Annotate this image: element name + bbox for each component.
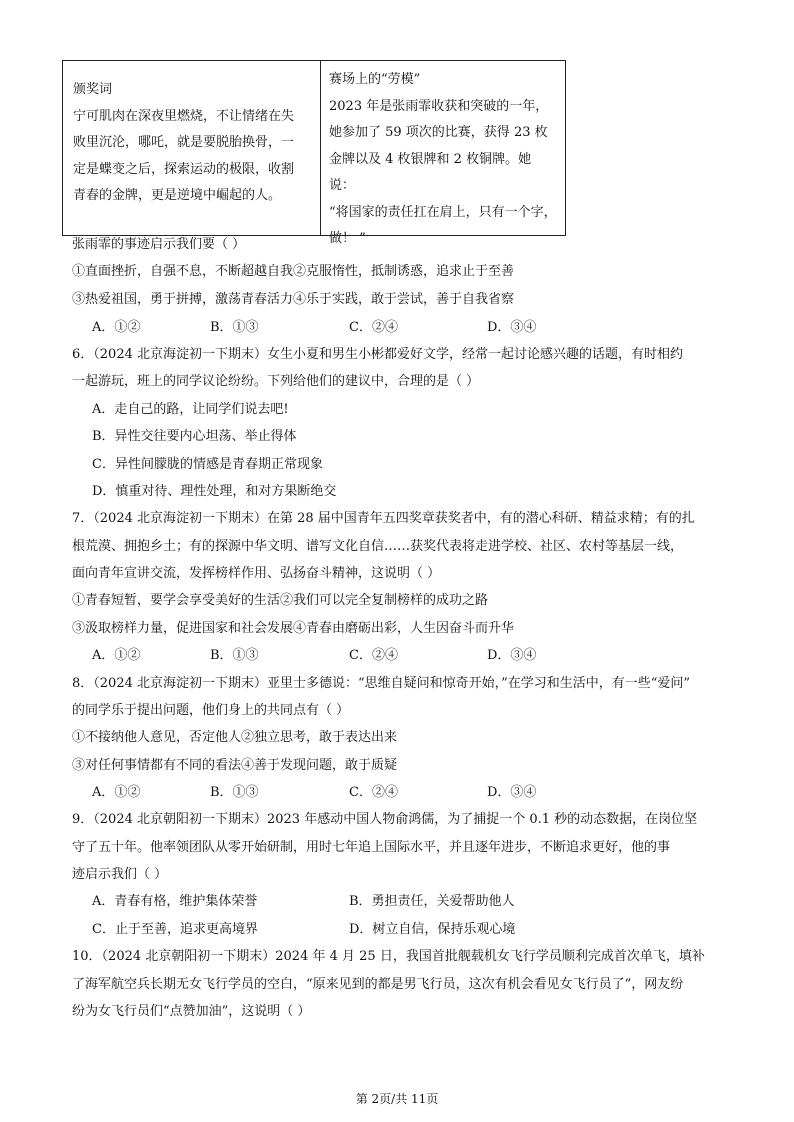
- q7-option-d[interactable]: D．③④: [487, 648, 537, 663]
- award-citation-line: 青春的金牌，更是逆境中崛起的人。: [73, 188, 282, 203]
- q9-option-b[interactable]: B．勇担责任，关爱帮助他人: [349, 894, 515, 909]
- q8-stem-line: 的同学乐于提出问题，他们身上的共同点有（ ）: [72, 703, 350, 718]
- q8-stem-line: 8．（2024 北京海淀初一下期末）亚里士多德说：“思维自疑问和惊奇开始，”在学习和生活中，有一些“爱问”: [72, 676, 691, 691]
- award-citation-line: 败里沉沦，哪吒，就是要脱胎换骨，一: [73, 135, 295, 150]
- q9-stem-line: 9．（2024 北京朝阳初一下期末）2023 年感动中国人物俞鸿儒，为了捕捉一个 0.1 秒的动态数据，在岗位坚: [72, 812, 698, 827]
- q8-option-a[interactable]: A．①②: [92, 785, 141, 800]
- q9-option-d[interactable]: D．树立自信，保持乐观心境: [349, 922, 516, 937]
- q5-option-d[interactable]: D．③④: [487, 320, 537, 335]
- model-worker-line: 2023 年是张雨霏收获和突破的一年，: [329, 98, 549, 114]
- model-worker-title: 赛场上的“劳模”: [329, 72, 421, 87]
- q6-stem-line: 一起游玩，班上的同学议论纷纷。下列给他们的建议中，合理的是（ ）: [72, 374, 480, 389]
- page-footer: 第 2页/共 11页: [355, 1092, 439, 1106]
- q5-option-b[interactable]: B．①③: [210, 320, 259, 335]
- q6-option-c[interactable]: C．异性间朦胧的情感是青春期正常现象: [92, 457, 323, 472]
- q8-item-line: ①不接纳他人意见，否定他人②独立思考，敢于表达出来: [72, 730, 398, 745]
- q6-option-a[interactable]: A．走自己的路，让同学们说去吧!: [92, 402, 289, 417]
- q7-option-c[interactable]: C．②④: [349, 648, 398, 663]
- model-worker-line: “将国家的责任扛在肩上，只有一个字，: [329, 204, 557, 220]
- q5-item-line: ③热爱祖国，勇于拼搏，激荡青春活力④乐于实践，敢于尝试，善于自我省察: [72, 292, 515, 307]
- q10-stem-line: 了海军航空兵长期无女飞行学员的空白，“原来见到的都是男飞行员，这次有机会看见女飞行员了”，网友纷: [72, 977, 684, 992]
- q7-stem-line: 根荒漠、拥抱乡土；有的探源中华文明、谱写文化自信……获奖代表将走进学校、社区、农村等基层一线，: [72, 539, 684, 554]
- q9-option-c[interactable]: C．止于至善，追求更高境界: [92, 922, 258, 937]
- q7-option-b[interactable]: B．①③: [210, 648, 259, 663]
- q10-stem-line: 10．（2024 北京朝阳初一下期末）2024 年 4 月 25 日，我国首批舰载机女飞行学员顺利完成首次单飞，填补: [72, 949, 705, 964]
- award-citation-line: 定是蝶变之后，探索运动的极限，收割: [73, 161, 295, 177]
- q10-stem-line: 纷为女飞行员们“点赞加油”，这说明（ ）: [72, 1004, 311, 1019]
- q5-stem: 张雨霏的事迹启示我们要（ ）: [72, 237, 246, 252]
- q7-stem-line: 面向青年宣讲交流，发挥榜样作用、弘扬奋斗精神，这说明（ ）: [72, 566, 441, 581]
- q5-item-line: ①直面挫折，自强不息，不断超越自我②克服惰性，抵制诱惑，追求止于至善: [72, 264, 515, 279]
- model-worker-line: 金牌以及 4 枚银牌和 2 枚铜牌。她说：: [329, 151, 532, 193]
- q8-option-b[interactable]: B．①③: [210, 785, 259, 800]
- model-worker-line: 她参加了 59 项次的比赛，获得 23 枚: [329, 125, 548, 140]
- q5-option-c[interactable]: C．②④: [349, 320, 398, 335]
- q9-stem-line: 守了五十年。他率领团队从零开始研制，用时七年追上国际水平，并且逐年进步，不断追求更好，他的事: [72, 840, 671, 855]
- q7-item-line: ③汲取榜样力量，促进国家和社会发展④青春由磨砺出彩，人生因奋斗而升华: [72, 621, 515, 636]
- model-worker-line: 做！ ”: [329, 231, 366, 246]
- q7-item-line: ①青春短暂，要学会享受美好的生活②我们可以完全复制榜样的成功之路: [72, 593, 489, 608]
- q5-option-a[interactable]: A．①②: [92, 320, 141, 335]
- model-worker-cell: [321, 61, 565, 246]
- award-citation-title: 颁奖词: [73, 82, 113, 97]
- q8-option-d[interactable]: D．③④: [487, 785, 537, 800]
- award-citation-cell: [63, 61, 321, 235]
- q8-item-line: ③对任何事情都有不同的看法④善于发现问题，敢于质疑: [72, 758, 398, 773]
- q6-option-b[interactable]: B．异性交往要内心坦荡、举止得体: [92, 429, 297, 444]
- q8-option-c[interactable]: C．②④: [349, 785, 398, 800]
- q6-option-d[interactable]: D．慎重对待、理性处理，和对方果断绝交: [92, 484, 337, 499]
- q7-option-a[interactable]: A．①②: [92, 648, 141, 663]
- q9-stem-line: 迹启示我们（ ）: [72, 867, 168, 882]
- q6-stem-line: 6．（2024 北京海淀初一下期末）女生小夏和男生小彬都爱好文学，经常一起讨论感兴趣的话题，有时相约: [72, 347, 683, 362]
- q7-stem-line: 7．（2024 北京海淀初一下期末）在第 28 届中国青年五四奖章获奖者中，有的潜心科研、精益求精；有的扎: [72, 511, 695, 526]
- award-citation-line: 宁可肌肉在深夜里燃烧，不让情绪在失: [73, 108, 295, 124]
- q9-option-a[interactable]: A．青春有格，维护集体荣誉: [92, 894, 258, 909]
